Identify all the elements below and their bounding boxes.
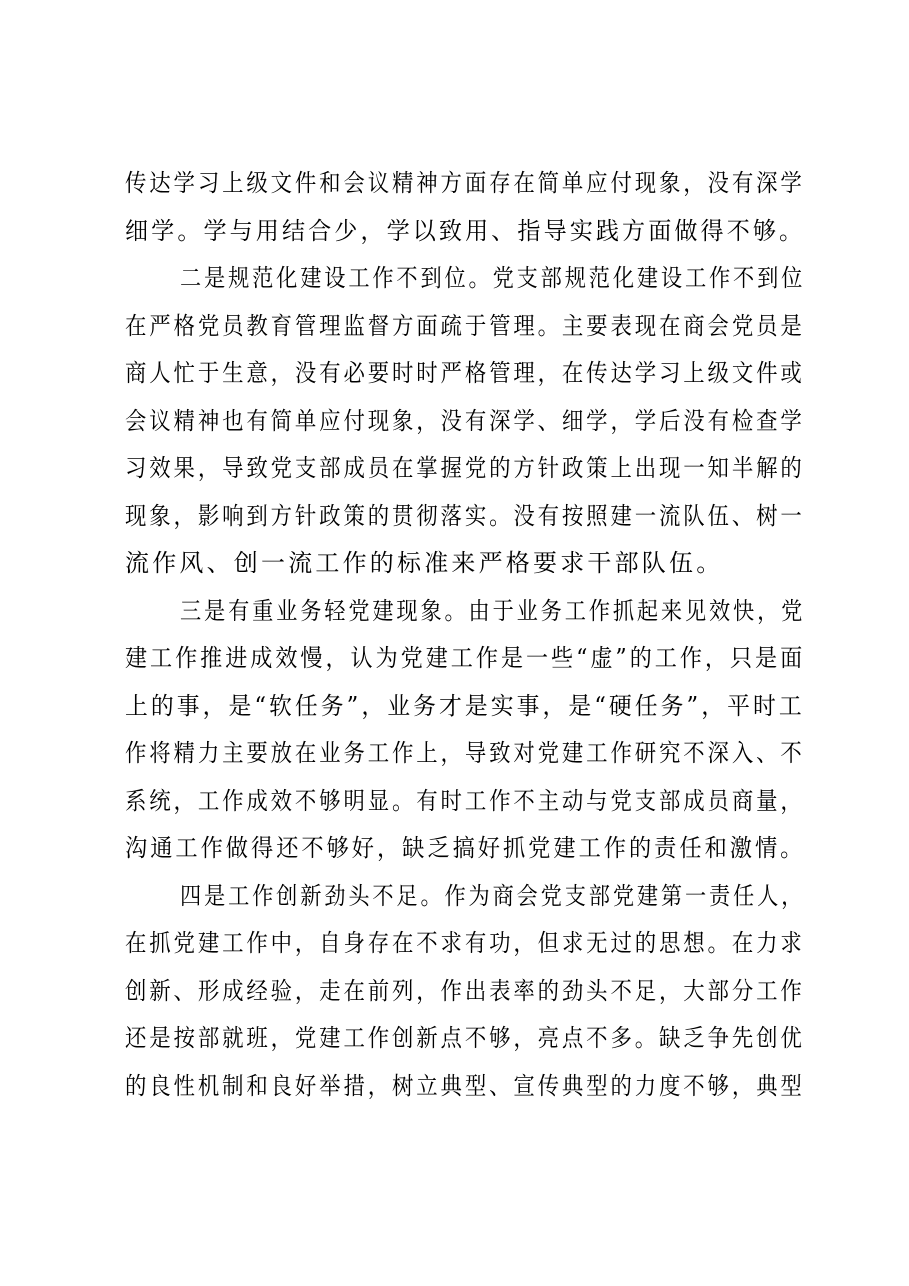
text-line: 习效果，导致党支部成员在掌握党的方针政策上出现一知半解的 <box>125 454 805 482</box>
text-line: 商人忙于生意，没有必要时时严格管理，在传达学习上级文件或 <box>125 359 805 387</box>
text-line: 作将精力主要放在业务工作上，导致对党建工作研究不深入、不 <box>125 739 805 767</box>
text-line: 建工作推进成效慢，认为党建工作是一些“虚”的工作，只是面 <box>125 644 806 672</box>
text-line: 还是按部就班，党建工作创新点不够，亮点不多。缺乏争先创优 <box>125 1024 805 1052</box>
text-line: 会议精神也有简单应付现象，没有深学、细学，学后没有检查学 <box>125 406 805 435</box>
document-body <box>125 160 805 1110</box>
text-line: 在抓党建工作中，自身存在不求有功，但求无过的思想。在力求 <box>125 929 805 957</box>
text-line: 上的事，是“软任务”，业务才是实事，是“硬任务”，平时工 <box>125 691 805 720</box>
text-line: 系统，工作成效不够明显。有时工作不主动与党支部成员商量， <box>125 786 805 815</box>
text-line: 在严格党员教育管理监督方面疏于管理。主要表现在商会党员是 <box>125 311 805 340</box>
text-line: 流作风、创一流工作的标准来严格要求干部队伍。 <box>125 549 724 577</box>
text-line: 细学。学与用结合少，学以致用、指导实践方面做得不够。 <box>125 216 806 245</box>
text-line: 传达学习上级文件和会议精神方面存在简单应付现象，没有深学 <box>125 169 805 197</box>
paragraph-start-line: 三是有重业务轻党建现象。由于业务工作抓起来见效快，党 <box>180 596 806 625</box>
paragraph-start-line: 二是规范化建设工作不到位。党支部规范化建设工作不到位 <box>180 264 806 292</box>
text-line: 现象，影响到方针政策的贯彻落实。没有按照建一流队伍、树一 <box>125 501 805 530</box>
text-line: 沟通工作做得还不够好，缺乏搞好抓党建工作的责任和激情。 <box>125 834 806 862</box>
paragraph-start-line: 四是工作创新劲头不足。作为商会党支部党建第一责任人， <box>180 881 806 910</box>
text-line: 创新、形成经验，走在前列，作出表率的劲头不足，大部分工作 <box>125 976 805 1005</box>
text-line: 的良性机制和良好举措，树立典型、宣传典型的力度不够，典型 <box>125 1071 805 1100</box>
